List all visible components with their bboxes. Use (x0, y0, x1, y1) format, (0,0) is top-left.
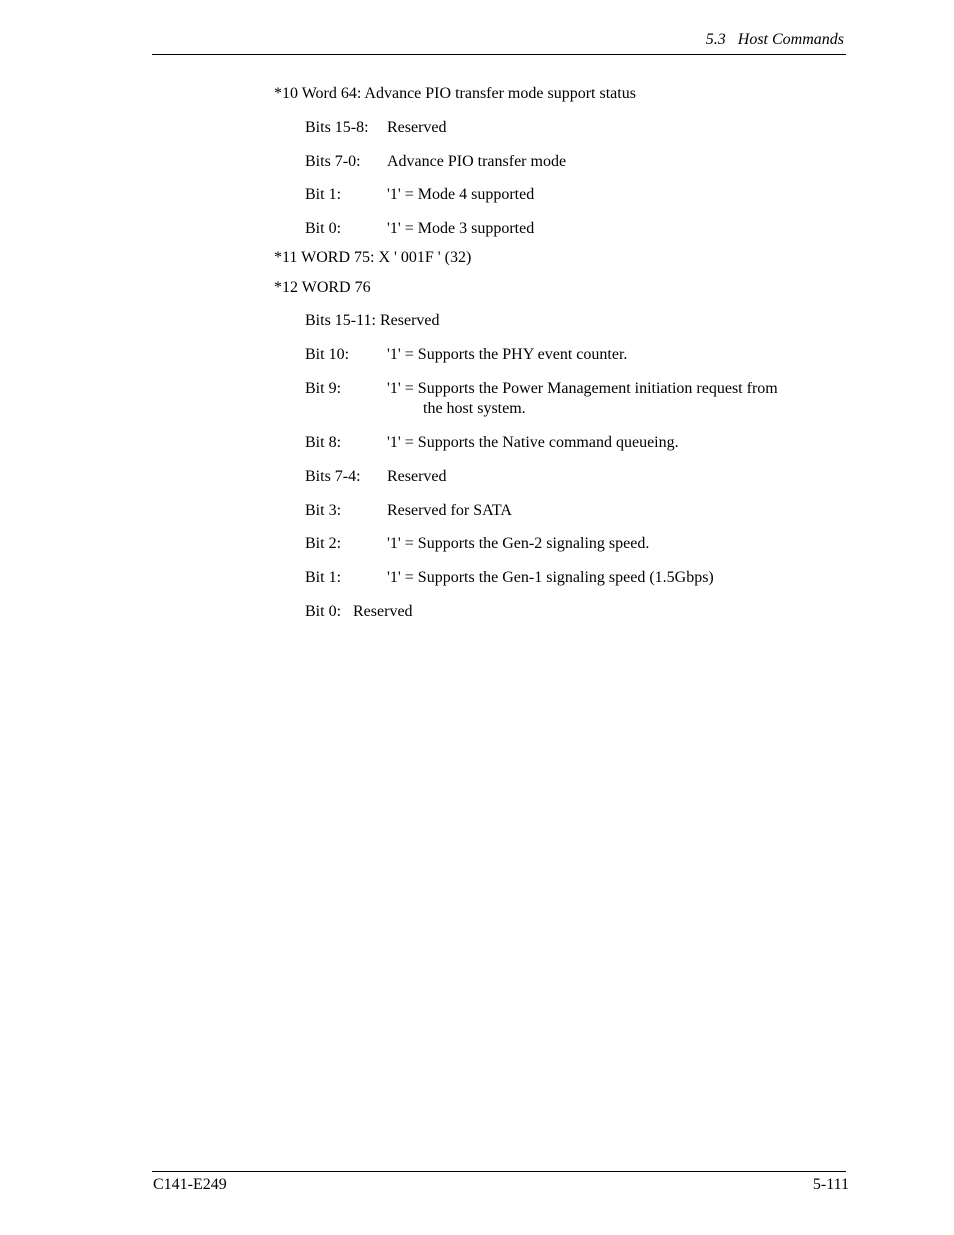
bit-label: Bit 1: (305, 569, 342, 586)
bit-description: '1' = Supports the Power Management initiation request from (387, 380, 778, 397)
note-11-title: *11 WORD 75: X ' 001F ' (32) (274, 249, 472, 266)
page-number: 5-111 (812, 1176, 849, 1193)
bit-description: Advance PIO transfer mode (387, 153, 567, 170)
bit-line: Bit 0: Reserved (305, 603, 413, 620)
bit-label: Bit 3: (305, 502, 342, 519)
bit-label: Bit 1: (305, 186, 342, 203)
bit-label: Bit 10: (305, 346, 350, 363)
bit-description: '1' = Supports the Gen-2 signaling speed. (387, 535, 650, 552)
bit-label: Bits 7-0: (305, 153, 361, 170)
bit-description: Reserved (387, 119, 447, 136)
bit-description-continued: the host system. (423, 400, 526, 417)
header-rule (152, 54, 846, 55)
bit-description: Reserved (387, 468, 447, 485)
note-12-title: *12 WORD 76 (274, 279, 371, 296)
bit-description: Reserved for SATA (387, 502, 512, 519)
footer-rule (152, 1171, 846, 1172)
bit-line: Bits 15-11: Reserved (305, 312, 440, 329)
bit-description: '1' = Supports the Gen-1 signaling speed (1.5Gbps) (387, 569, 714, 586)
bit-label: Bit 9: (305, 380, 342, 397)
bit-label: Bit 2: (305, 535, 342, 552)
bit-description: '1' = Mode 3 supported (387, 220, 535, 237)
bit-description: '1' = Supports the Native command queueing. (387, 434, 679, 451)
bit-description: '1' = Mode 4 supported (387, 186, 535, 203)
section-title: 5.3 Host Commands (705, 31, 844, 48)
bit-description: '1' = Supports the PHY event counter. (387, 346, 628, 363)
bit-label: Bits 15-8: (305, 119, 369, 136)
bit-label: Bit 8: (305, 434, 342, 451)
bit-label: Bits 7-4: (305, 468, 361, 485)
note-10-title: *10 Word 64: Advance PIO transfer mode support status (274, 85, 636, 102)
bit-label: Bit 0: (305, 220, 342, 237)
document-id: C141-E249 (153, 1176, 227, 1193)
